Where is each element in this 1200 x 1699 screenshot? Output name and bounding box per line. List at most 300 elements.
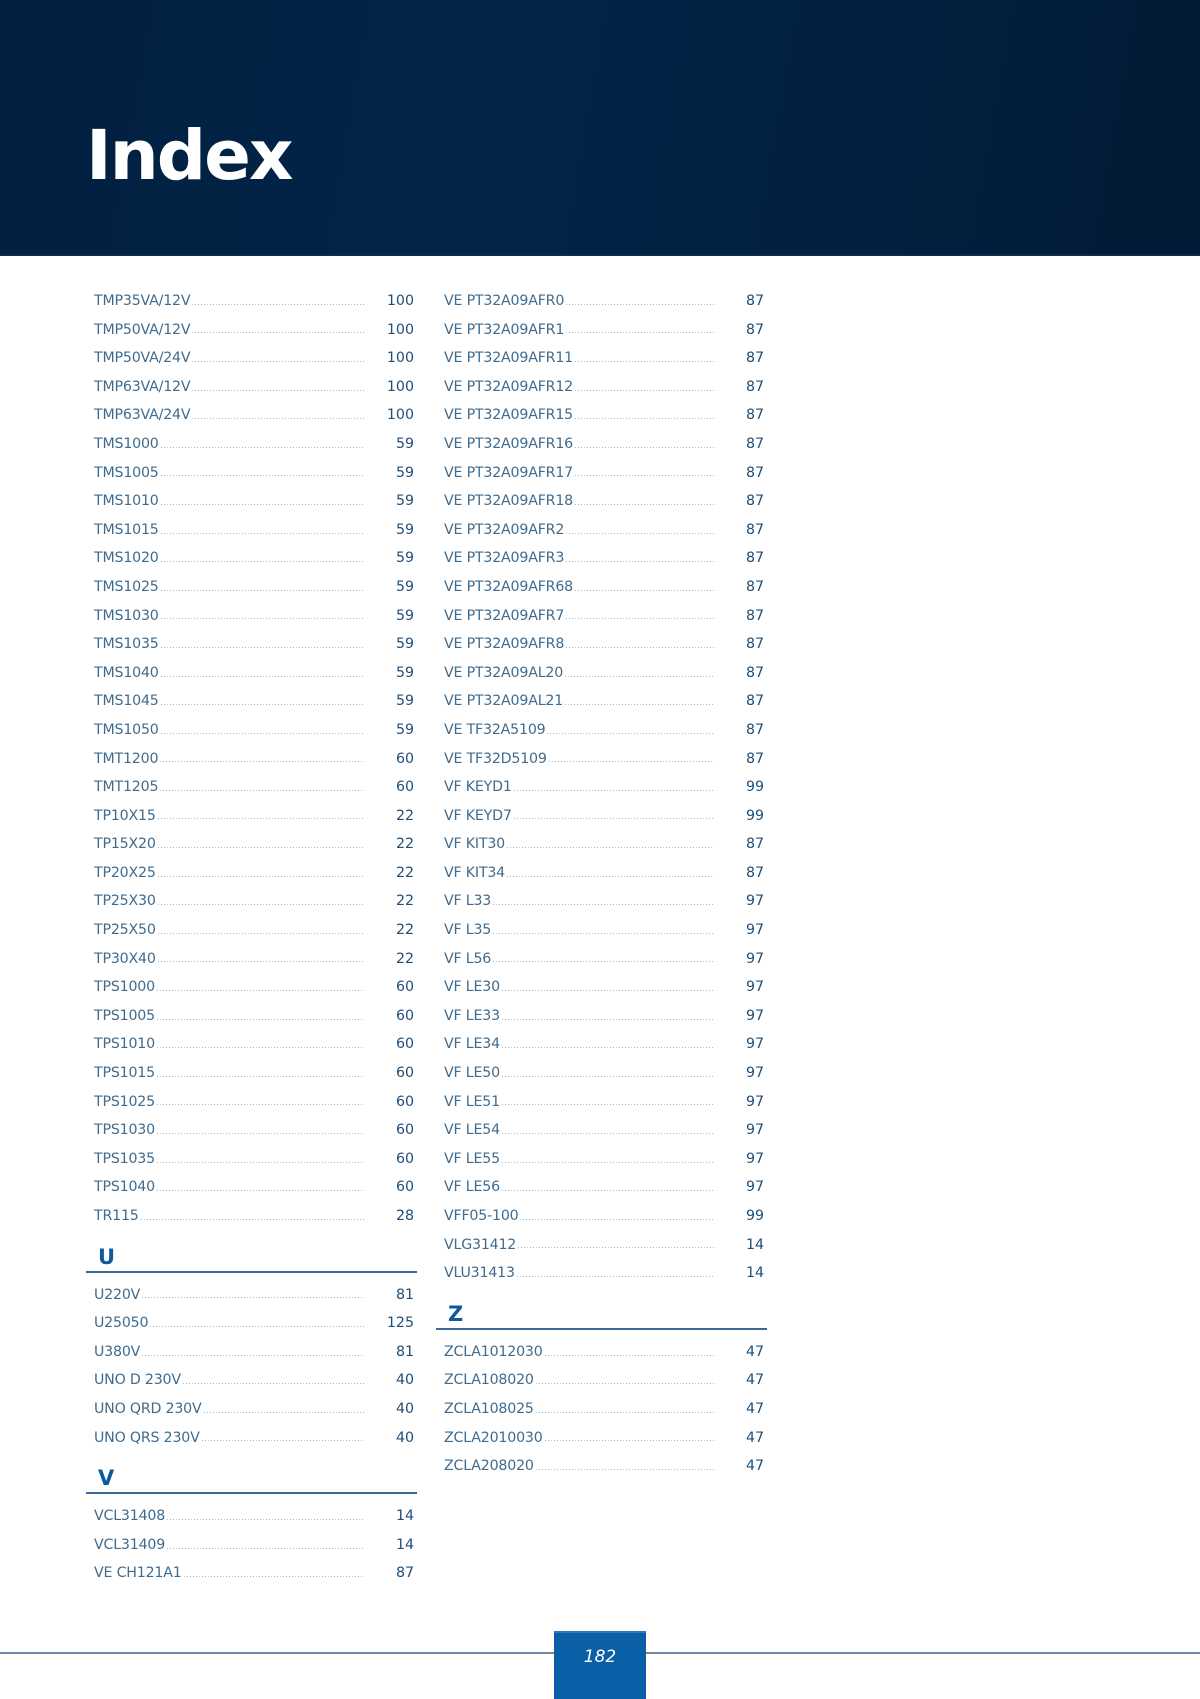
entry-page-number: 60: [395, 1007, 414, 1024]
dot-leader: [201, 1440, 364, 1441]
dot-leader: [501, 1133, 714, 1134]
entry-code: ZCLA108020: [444, 1372, 534, 1389]
dot-leader: [157, 933, 364, 934]
index-entry[interactable]: [94, 430, 414, 459]
dot-leader: [501, 990, 714, 991]
entry-page-number: 22: [395, 836, 414, 853]
entry-code: TP10X15: [94, 807, 156, 824]
entry-page-number: 87: [745, 321, 764, 338]
dot-leader: [182, 1383, 364, 1384]
entry-code: UNO D 230V: [94, 1372, 181, 1389]
dot-leader: [548, 761, 714, 762]
index-entry[interactable]: [444, 1030, 764, 1059]
entry-page-number: 97: [745, 1179, 764, 1196]
index-entry[interactable]: [444, 487, 764, 516]
section-divider: [436, 1328, 767, 1330]
entry-code: TMP35VA/12V: [94, 293, 191, 309]
entry-page-number: 60: [395, 1093, 414, 1110]
index-entry[interactable]: [444, 316, 764, 345]
index-entry[interactable]: [94, 1309, 414, 1338]
dot-leader: [203, 1412, 364, 1413]
dot-leader: [544, 1355, 714, 1356]
entry-code: VF KIT34: [444, 864, 505, 881]
index-entry[interactable]: [94, 1531, 414, 1560]
index-entry[interactable]: [94, 573, 414, 602]
index-entry[interactable]: [94, 630, 414, 659]
entry-page-number: 59: [395, 493, 414, 510]
entry-code: VF L35: [444, 922, 492, 939]
dot-leader: [156, 1019, 364, 1020]
entry-code: VF LE33: [444, 1007, 500, 1024]
entry-page-number: 22: [395, 807, 414, 824]
entry-page-number: 59: [395, 607, 414, 624]
dot-leader: [506, 847, 714, 848]
index-entry[interactable]: [444, 1424, 764, 1453]
index-entry[interactable]: [94, 916, 414, 945]
entry-page-number: 100: [386, 321, 414, 338]
entry-page-number: 87: [745, 721, 764, 738]
entry-page-number: 87: [745, 607, 764, 624]
dot-leader: [160, 618, 364, 619]
dot-leader: [191, 332, 364, 333]
dot-leader: [546, 733, 714, 734]
entry-page-number: 22: [395, 864, 414, 881]
dot-leader: [157, 876, 364, 877]
index-entry[interactable]: [444, 630, 764, 659]
entry-code: VE PT32A09AL21: [444, 693, 564, 710]
index-group-v: [94, 1502, 414, 1588]
entry-code: VE PT32A09AFR15: [444, 407, 573, 424]
entry-page-number: 100: [386, 350, 414, 367]
entry-page-number: 40: [395, 1372, 414, 1389]
entry-code: UNO QRD 230V: [94, 1400, 202, 1417]
index-entry[interactable]: [94, 859, 414, 888]
entry-page-number: 59: [395, 435, 414, 452]
index-entry[interactable]: [444, 573, 764, 602]
index-entry[interactable]: [444, 773, 764, 802]
entry-code: VF LE55: [444, 1150, 500, 1167]
index-entry[interactable]: [444, 1395, 764, 1424]
index-entry[interactable]: [444, 973, 764, 1002]
dot-leader: [141, 1355, 364, 1356]
index-entry[interactable]: [94, 887, 414, 916]
entry-page-number: 22: [395, 893, 414, 910]
index-entry[interactable]: [444, 916, 764, 945]
entry-page-number: 59: [395, 464, 414, 481]
dot-leader: [501, 1076, 714, 1077]
entry-page-number: 99: [745, 807, 764, 824]
entry-page-number: 60: [395, 750, 414, 767]
entry-code: U220V: [94, 1286, 141, 1303]
index-entry[interactable]: [444, 802, 764, 831]
index-entry[interactable]: [444, 745, 764, 774]
index-entry[interactable]: [94, 945, 414, 974]
entry-code: VF KEYD1: [444, 779, 512, 796]
index-entry[interactable]: [444, 687, 764, 716]
dot-leader: [516, 1276, 714, 1277]
entry-code: TPS1040: [94, 1179, 155, 1196]
index-entry[interactable]: [94, 344, 414, 373]
entry-page-number: 40: [395, 1400, 414, 1417]
entry-code: TMS1050: [94, 721, 159, 738]
index-entry[interactable]: [94, 687, 414, 716]
dot-leader: [160, 475, 364, 476]
page-number-badge: [554, 1631, 646, 1699]
entry-page-number: 47: [745, 1429, 764, 1446]
index-entry[interactable]: [444, 859, 764, 888]
entry-code: U25050: [94, 1315, 149, 1332]
entry-code: TMP63VA/12V: [94, 378, 191, 395]
dot-leader: [191, 361, 364, 362]
index-entry[interactable]: [94, 401, 414, 430]
entry-code: TPS1005: [94, 1007, 155, 1024]
index-entry[interactable]: [94, 1395, 414, 1424]
entry-code: TMP63VA/24V: [94, 407, 191, 424]
index-column-left: [94, 287, 414, 1588]
entry-page-number: 59: [395, 550, 414, 567]
entry-page-number: 81: [395, 1343, 414, 1360]
entry-page-number: 14: [745, 1265, 764, 1282]
index-entry[interactable]: [94, 1202, 414, 1231]
entry-page-number: 87: [745, 464, 764, 481]
entry-code: VFF05-100: [444, 1208, 519, 1224]
entry-code: VE PT32A09AFR18: [444, 493, 573, 510]
dot-leader: [166, 1548, 364, 1549]
entry-code: VE PT32A09AFR0: [444, 293, 565, 309]
entry-code: UNO QRS 230V: [94, 1429, 200, 1446]
index-entry[interactable]: [94, 1502, 414, 1531]
index-entry[interactable]: [444, 716, 764, 745]
entry-page-number: 87: [745, 407, 764, 424]
index-entry[interactable]: [444, 1231, 764, 1260]
index-entry[interactable]: [94, 544, 414, 573]
page-header: [0, 0, 1200, 256]
dot-leader: [574, 418, 714, 419]
index-entry[interactable]: [444, 1116, 764, 1145]
dot-leader: [157, 818, 364, 819]
entry-page-number: 100: [386, 407, 414, 424]
dot-leader: [501, 1190, 714, 1191]
index-entry[interactable]: [94, 1145, 414, 1174]
dot-leader: [156, 1133, 364, 1134]
entry-code: VF LE34: [444, 1036, 500, 1053]
index-entry[interactable]: [444, 1059, 764, 1088]
entry-code: VF LE56: [444, 1179, 500, 1196]
entry-code: VE PT32A09AL20: [444, 664, 564, 681]
index-group-t: [94, 287, 414, 1231]
entry-page-number: 60: [395, 1122, 414, 1139]
entry-page-number: 81: [395, 1286, 414, 1303]
entry-page-number: 87: [745, 378, 764, 395]
index-entry[interactable]: [94, 773, 414, 802]
dot-leader: [565, 561, 714, 562]
entry-page-number: 47: [745, 1343, 764, 1360]
index-entry[interactable]: [94, 716, 414, 745]
entry-code: VF L56: [444, 950, 492, 967]
entry-page-number: 97: [745, 893, 764, 910]
index-entry[interactable]: [94, 487, 414, 516]
entry-code: VE TF32A5109: [444, 721, 546, 738]
entry-page-number: 97: [745, 979, 764, 996]
entry-page-number: 87: [745, 435, 764, 452]
dot-leader: [183, 1576, 364, 1577]
index-entry[interactable]: [94, 1366, 414, 1395]
entry-code: TR115: [94, 1208, 139, 1224]
section-letter: Z: [448, 1301, 464, 1326]
index-entry[interactable]: [94, 1173, 414, 1202]
section-header-z: [444, 1288, 764, 1338]
entry-page-number: 59: [395, 521, 414, 538]
dot-leader: [166, 1519, 364, 1520]
entry-page-number: 47: [745, 1400, 764, 1417]
index-entry[interactable]: [444, 1202, 764, 1231]
dot-leader: [156, 1104, 364, 1105]
dot-leader: [157, 847, 364, 848]
entry-code: VE PT32A09AFR7: [444, 607, 565, 624]
entry-page-number: 59: [395, 664, 414, 681]
dot-leader: [565, 618, 714, 619]
entry-page-number: 125: [386, 1315, 414, 1332]
entry-page-number: 60: [395, 1036, 414, 1053]
index-entry[interactable]: [444, 1452, 764, 1481]
index-entry[interactable]: [94, 316, 414, 345]
dot-leader: [160, 504, 364, 505]
dot-leader: [160, 561, 364, 562]
entry-code: TMS1010: [94, 493, 159, 510]
dot-leader: [501, 1104, 714, 1105]
dot-leader: [492, 904, 714, 905]
dot-leader: [574, 390, 714, 391]
index-entry[interactable]: [444, 1338, 764, 1367]
dot-leader: [506, 876, 714, 877]
entry-page-number: 87: [745, 693, 764, 710]
dot-leader: [160, 733, 364, 734]
entry-page-number: 60: [395, 1065, 414, 1082]
entry-code: VF LE54: [444, 1122, 500, 1139]
dot-leader: [564, 704, 714, 705]
entry-page-number: 97: [745, 1007, 764, 1024]
index-entry[interactable]: [444, 1088, 764, 1117]
entry-code: TPS1035: [94, 1150, 155, 1167]
entry-code: TP15X20: [94, 836, 156, 853]
entry-page-number: 97: [745, 950, 764, 967]
index-entry[interactable]: [444, 830, 764, 859]
index-entry[interactable]: [444, 373, 764, 402]
index-entry[interactable]: [94, 1030, 414, 1059]
index-entry[interactable]: [444, 1173, 764, 1202]
dot-leader: [141, 1297, 364, 1298]
dot-leader: [501, 1047, 714, 1048]
index-entry[interactable]: [94, 1059, 414, 1088]
index-entry[interactable]: [94, 459, 414, 488]
entry-page-number: 100: [386, 293, 414, 309]
index-entry[interactable]: [94, 1424, 414, 1453]
entry-page-number: 97: [745, 922, 764, 939]
page-title: Index: [86, 116, 292, 196]
entry-page-number: 99: [745, 779, 764, 796]
index-entry[interactable]: [444, 1002, 764, 1031]
entry-page-number: 87: [745, 664, 764, 681]
dot-leader: [191, 390, 364, 391]
dot-leader: [149, 1326, 364, 1327]
entry-code: TMS1005: [94, 464, 159, 481]
entry-code: VE PT32A09AFR3: [444, 550, 565, 567]
dot-leader: [159, 761, 364, 762]
entry-code: VE PT32A09AFR12: [444, 378, 573, 395]
dot-leader: [191, 304, 364, 305]
entry-page-number: 47: [745, 1372, 764, 1389]
entry-code: TP25X30: [94, 893, 156, 910]
index-entry[interactable]: [444, 602, 764, 631]
dot-leader: [535, 1469, 714, 1470]
entry-code: VCL31409: [94, 1536, 166, 1553]
entry-page-number: 60: [395, 1179, 414, 1196]
entry-code: TMS1020: [94, 550, 159, 567]
entry-page-number: 87: [745, 864, 764, 881]
index-group-z: [444, 1338, 764, 1481]
entry-code: TMS1040: [94, 664, 159, 681]
entry-code: TPS1000: [94, 979, 155, 996]
index-entry[interactable]: [94, 287, 414, 316]
index-entry[interactable]: [444, 287, 764, 316]
index-entry[interactable]: [444, 516, 764, 545]
entry-page-number: 99: [745, 1208, 764, 1224]
entry-code: VE PT32A09AFR16: [444, 435, 573, 452]
entry-code: VE PT32A09AFR11: [444, 350, 573, 367]
entry-code: VF LE50: [444, 1065, 500, 1082]
index-entry[interactable]: [94, 745, 414, 774]
entry-code: TP30X40: [94, 950, 156, 967]
section-letter: U: [98, 1244, 116, 1269]
index-entry[interactable]: [94, 602, 414, 631]
section-divider: [86, 1492, 417, 1494]
dot-leader: [535, 1383, 714, 1384]
index-entry[interactable]: [444, 459, 764, 488]
entry-code: VE CH121A1: [94, 1565, 182, 1582]
dot-leader: [492, 933, 714, 934]
entry-code: ZCLA1012030: [444, 1343, 543, 1360]
dot-leader: [513, 790, 714, 791]
entry-code: VE TF32D5109: [444, 750, 547, 767]
dot-leader: [160, 676, 364, 677]
dot-leader: [160, 647, 364, 648]
dot-leader: [159, 790, 364, 791]
entry-code: TMP50VA/24V: [94, 350, 191, 367]
index-entry[interactable]: [444, 887, 764, 916]
entry-page-number: 87: [745, 836, 764, 853]
index-entry[interactable]: [94, 1002, 414, 1031]
dot-leader: [156, 990, 364, 991]
entry-page-number: 97: [745, 1065, 764, 1082]
entry-code: VF LE51: [444, 1093, 500, 1110]
dot-leader: [156, 1076, 364, 1077]
dot-leader: [565, 304, 714, 305]
index-entry[interactable]: [94, 973, 414, 1002]
dot-leader: [565, 533, 714, 534]
dot-leader: [191, 418, 364, 419]
index-entry[interactable]: [94, 830, 414, 859]
dot-leader: [156, 1190, 364, 1191]
entry-page-number: 60: [395, 779, 414, 796]
dot-leader: [157, 961, 364, 962]
entry-page-number: 97: [745, 1122, 764, 1139]
entry-code: TP20X25: [94, 864, 156, 881]
section-letter: V: [98, 1466, 115, 1491]
entry-page-number: 14: [745, 1236, 764, 1253]
dot-leader: [574, 447, 714, 448]
entry-code: VE PT32A09AFR68: [444, 578, 573, 595]
dot-leader: [535, 1412, 714, 1413]
section-header-u: [94, 1231, 414, 1281]
index-entry[interactable]: [94, 516, 414, 545]
dot-leader: [160, 533, 364, 534]
entry-code: TMS1015: [94, 521, 159, 538]
entry-page-number: 59: [395, 578, 414, 595]
entry-code: TMT1200: [94, 750, 159, 767]
entry-code: TMS1045: [94, 693, 159, 710]
index-group-v-continued: [444, 287, 764, 1288]
entry-code: TPS1030: [94, 1122, 155, 1139]
index-entry[interactable]: [444, 1366, 764, 1395]
entry-code: VLU31413: [444, 1265, 515, 1282]
index-entry[interactable]: [444, 1145, 764, 1174]
entry-code: U380V: [94, 1343, 141, 1360]
index-entry[interactable]: [444, 659, 764, 688]
dot-leader: [565, 647, 714, 648]
index-entry[interactable]: [444, 401, 764, 430]
index-entry[interactable]: [444, 945, 764, 974]
index-entry[interactable]: [94, 1088, 414, 1117]
entry-page-number: 87: [745, 493, 764, 510]
index-entry[interactable]: [94, 659, 414, 688]
index-entry[interactable]: [94, 373, 414, 402]
dot-leader: [519, 1219, 714, 1220]
dot-leader: [574, 361, 714, 362]
entry-page-number: 40: [395, 1429, 414, 1446]
entry-page-number: 59: [395, 636, 414, 653]
entry-page-number: 14: [395, 1508, 414, 1525]
index-entry[interactable]: [444, 430, 764, 459]
entry-page-number: 100: [386, 378, 414, 395]
dot-leader: [574, 475, 714, 476]
entry-page-number: 97: [745, 1093, 764, 1110]
entry-page-number: 47: [745, 1458, 764, 1475]
entry-page-number: 60: [395, 1150, 414, 1167]
index-entry[interactable]: [94, 1338, 414, 1367]
dot-leader: [564, 676, 714, 677]
index-entry[interactable]: [94, 1116, 414, 1145]
index-entry[interactable]: [94, 1559, 414, 1588]
index-entry[interactable]: [444, 1259, 764, 1288]
page-number: 182: [583, 1647, 617, 1667]
entry-code: VF L33: [444, 893, 492, 910]
index-entry[interactable]: [444, 344, 764, 373]
entry-code: VCL31408: [94, 1508, 166, 1525]
entry-page-number: 87: [745, 293, 764, 309]
entry-code: TPS1010: [94, 1036, 155, 1053]
index-entry[interactable]: [94, 802, 414, 831]
dot-leader: [501, 1019, 714, 1020]
entry-code: ZCLA2010030: [444, 1429, 543, 1446]
index-group-u: [94, 1281, 414, 1453]
index-entry[interactable]: [444, 544, 764, 573]
index-column-right: [444, 287, 764, 1481]
entry-code: VE PT32A09AFR2: [444, 521, 565, 538]
index-entry[interactable]: [94, 1281, 414, 1310]
entry-page-number: 59: [395, 721, 414, 738]
dot-leader: [140, 1219, 364, 1220]
entry-page-number: 97: [745, 1150, 764, 1167]
